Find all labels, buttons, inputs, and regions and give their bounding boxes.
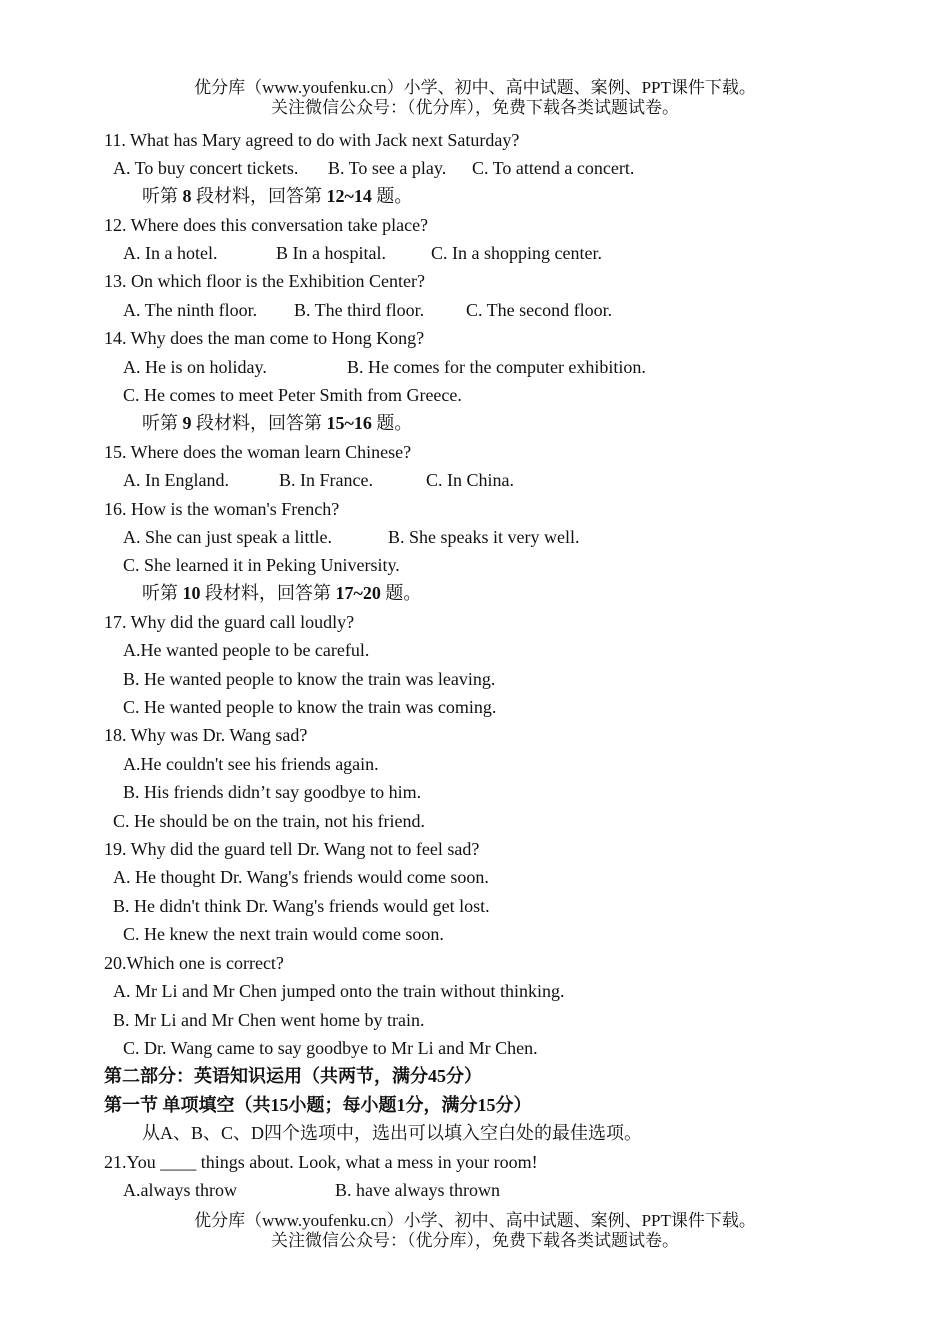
q15-option-c: C. In China. — [426, 470, 514, 490]
q19-stem: 19. Why did the guard tell Dr. Wang not to feel sad? — [104, 839, 480, 859]
q17-option-b: B. He wanted people to know the train was leaving. — [123, 669, 496, 689]
page-header-line-1: 优分库（www.youfenku.cn）小学、初中、高中试题、案例、PPT课件下载。 — [194, 78, 756, 97]
q21-option-a: A.always throw — [123, 1180, 237, 1200]
q16-stem: 16. How is the woman's French? — [104, 499, 340, 519]
page-footer-line-1: 优分库（www.youfenku.cn）小学、初中、高中试题、案例、PPT课件下载。 — [194, 1211, 756, 1230]
q15-stem: 15. Where does the woman learn Chinese? — [104, 442, 412, 462]
page-header-line-2: 关注微信公众号：（优分库），免费下载各类试题试卷。 — [271, 98, 679, 117]
q16-option-c: C. She learned it in Peking University. — [123, 555, 400, 575]
section-1-instruction: 从A、B、C、D四个选项中，选出可以填入空白处的最佳选项。 — [142, 1123, 643, 1143]
q13-option-c: C. The second floor. — [466, 300, 613, 320]
q19-option-b: B. He didn't think Dr. Wang's friends would get lost. — [113, 896, 490, 916]
q20-option-b: B. Mr Li and Mr Chen went home by train. — [113, 1010, 425, 1030]
q19-option-c: C. He knew the next train would come soon. — [123, 924, 444, 944]
q12-option-c: C. In a shopping center. — [431, 243, 602, 263]
section-8-heading: 听第 8 段材料，回答第 12~14 题。 — [142, 186, 413, 206]
q18-option-b: B. His friends didn’t say goodbye to him. — [123, 782, 422, 802]
page-footer-line-2: 关注微信公众号：（优分库），免费下载各类试题试卷。 — [271, 1231, 679, 1250]
q18-option-c: C. He should be on the train, not his friend. — [113, 811, 425, 831]
q20-option-a: A. Mr Li and Mr Chen jumped onto the train without thinking. — [113, 981, 565, 1001]
section-1-title: 第一节 单项填空（共15小题；每小题1分，满分15分） — [104, 1095, 532, 1115]
q14-option-b: B. He comes for the computer exhibition. — [347, 357, 646, 377]
q11-option-c: C. To attend a concert. — [472, 158, 635, 178]
section-10-heading: 听第 10 段材料，回答第 17~20 题。 — [142, 583, 422, 603]
q11-option-a: A. To buy concert tickets. — [113, 158, 299, 178]
q13-option-b: B. The third floor. — [294, 300, 425, 320]
q11-option-b: B. To see a play. — [328, 158, 447, 178]
q16-option-b: B. She speaks it very well. — [388, 527, 580, 547]
q15-option-a: A. In England. — [123, 470, 229, 490]
q18-option-a: A.He couldn't see his friends again. — [123, 754, 379, 774]
q14-option-a: A. He is on holiday. — [123, 357, 267, 377]
q20-option-c: C. Dr. Wang came to say goodbye to Mr Li and Mr Chen. — [123, 1038, 538, 1058]
q13-stem: 13. On which floor is the Exhibition Center? — [104, 271, 425, 291]
q15-option-b: B. In France. — [279, 470, 373, 490]
q14-option-c: C. He comes to meet Peter Smith from Greece. — [123, 385, 462, 405]
q21-stem: 21.You ____ things about. Look, what a mess in your room! — [104, 1152, 538, 1172]
q19-option-a: A. He thought Dr. Wang's friends would come soon. — [113, 867, 489, 887]
q12-option-a: A. In a hotel. — [123, 243, 218, 263]
q18-stem: 18. Why was Dr. Wang sad? — [104, 725, 308, 745]
q20-stem: 20.Which one is correct? — [104, 953, 284, 973]
q11-stem: 11. What has Mary agreed to do with Jack next Saturday? — [104, 130, 520, 150]
part-2-title: 第二部分：英语知识运用（共两节，满分45分） — [104, 1066, 482, 1086]
q17-option-a: A.He wanted people to be careful. — [123, 640, 370, 660]
q12-stem: 12. Where does this conversation take place? — [104, 215, 429, 235]
q17-stem: 17. Why did the guard call loudly? — [104, 612, 355, 632]
q17-option-c: C. He wanted people to know the train was coming. — [123, 697, 497, 717]
q14-stem: 14. Why does the man come to Hong Kong? — [104, 328, 425, 348]
q16-option-a: A. She can just speak a little. — [123, 527, 332, 547]
q21-option-b: B. have always thrown — [335, 1180, 500, 1200]
section-9-heading: 听第 9 段材料，回答第 15~16 题。 — [142, 413, 413, 433]
q12-option-b: B In a hospital. — [276, 243, 386, 263]
q13-option-a: A. The ninth floor. — [123, 300, 258, 320]
